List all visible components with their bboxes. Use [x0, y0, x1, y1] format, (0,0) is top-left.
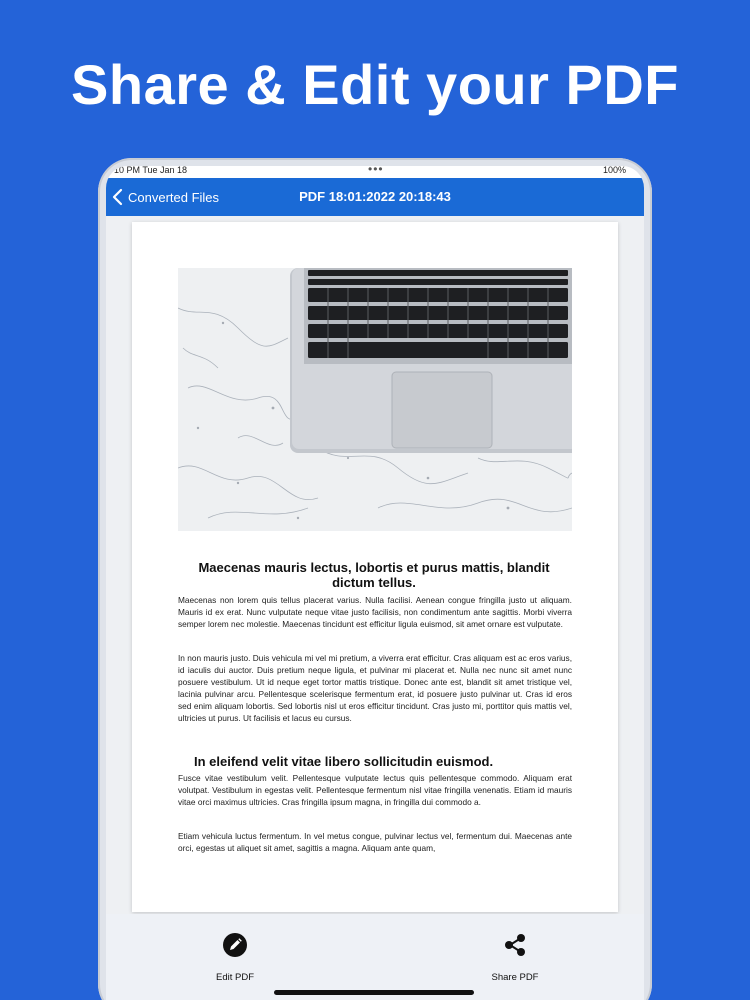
share-pdf-label: Share PDF — [491, 972, 539, 983]
laptop-photo — [178, 268, 572, 531]
paragraph-1: Maecenas non lorem quis tellus placerat varius. Nulla facilisi. Aenean congue fringilla justo ut aliquam. Mauris id ex erat. Nunc vulputate neque vitae justo facilisis, non condimentum ante sagittis. Morbi viverra semper lorem nec molestie. Maecenas tincidunt est efficitur ligula euismod, sit amet ornare est vulputate. — [178, 595, 572, 629]
navigation-bar — [106, 178, 644, 216]
back-button-label: Converted Files — [128, 189, 220, 205]
share-nodes-icon — [502, 932, 528, 958]
page-title: PDF 18:01:2022 20:18:43 — [299, 189, 451, 204]
multitask-dots-icon[interactable]: ••• — [368, 166, 384, 176]
home-indicator[interactable] — [274, 990, 474, 995]
section-heading-2: In eleifend velit vitae libero sollicitudin euismod. — [194, 754, 494, 769]
status-time: 10 PM Tue Jan 18 — [114, 166, 188, 175]
pdf-page[interactable] — [132, 222, 618, 912]
section-heading-1: Maecenas mauris lectus, lobortis et purus mattis, blandit dictum tellus. — [198, 560, 550, 590]
headline: Share & Edit your PDF — [71, 53, 679, 116]
bottom-toolbar — [106, 914, 644, 1000]
app-screen — [106, 166, 644, 1000]
paragraph-4: Etiam vehicula luctus fermentum. In vel metus congue, pulvinar lectus vel, fermentum dui. Maecenas ante orci, egestas ut aliquet sit amet, sagittis a magna. Aliquam ante quam, — [178, 831, 572, 853]
battery-status: 100% — [602, 166, 626, 175]
edit-pdf-label: Edit PDF — [215, 972, 254, 983]
status-bar — [106, 166, 644, 178]
share-pdf-button[interactable] — [475, 932, 555, 983]
paragraph-3: Fusce vitae vestibulum velit. Pellentesque vulputate lectus quis pellentesque commodo. Aliquam erat volutpat. Vestibulum in egestas velit. Pellentesque fermentum nisl vitae fringilla venenatis. Etiam id mauris vitae orci maximus ultricies. Cras fringilla ipsum magna, in fringilla dui commodo a. — [178, 773, 572, 807]
pencil-circle-icon — [222, 932, 248, 958]
laptop-on-marble-image — [178, 268, 572, 531]
paragraph-2: In non mauris justo. Duis vehicula mi vel mi pretium, a viverra erat efficitur. Cras aliquam est ac eros varius, id iaculis dui auctor. Duis pretium neque ligula, et pulvinar mi placerat et. Nulla nec nunc sit amet nunc posuere vestibulum. Ut id neque eget tortor mattis tristique. Donec ante est, blandit sit amet tristique vel, lacinia pulvinar arcu. Pellentesque scelerisque fermentum erat, id posuere justo pulvinar ut. Cras id eros sed enim aliquam lobortis. Sed lobortis nisl ut eros efficitur tincidunt. Cras justo mi, porttitor quis mattis vel, ultricies ut purus. Ut facilisis et lacus eu cursus. — [178, 653, 572, 723]
edit-pdf-button[interactable] — [195, 932, 275, 983]
